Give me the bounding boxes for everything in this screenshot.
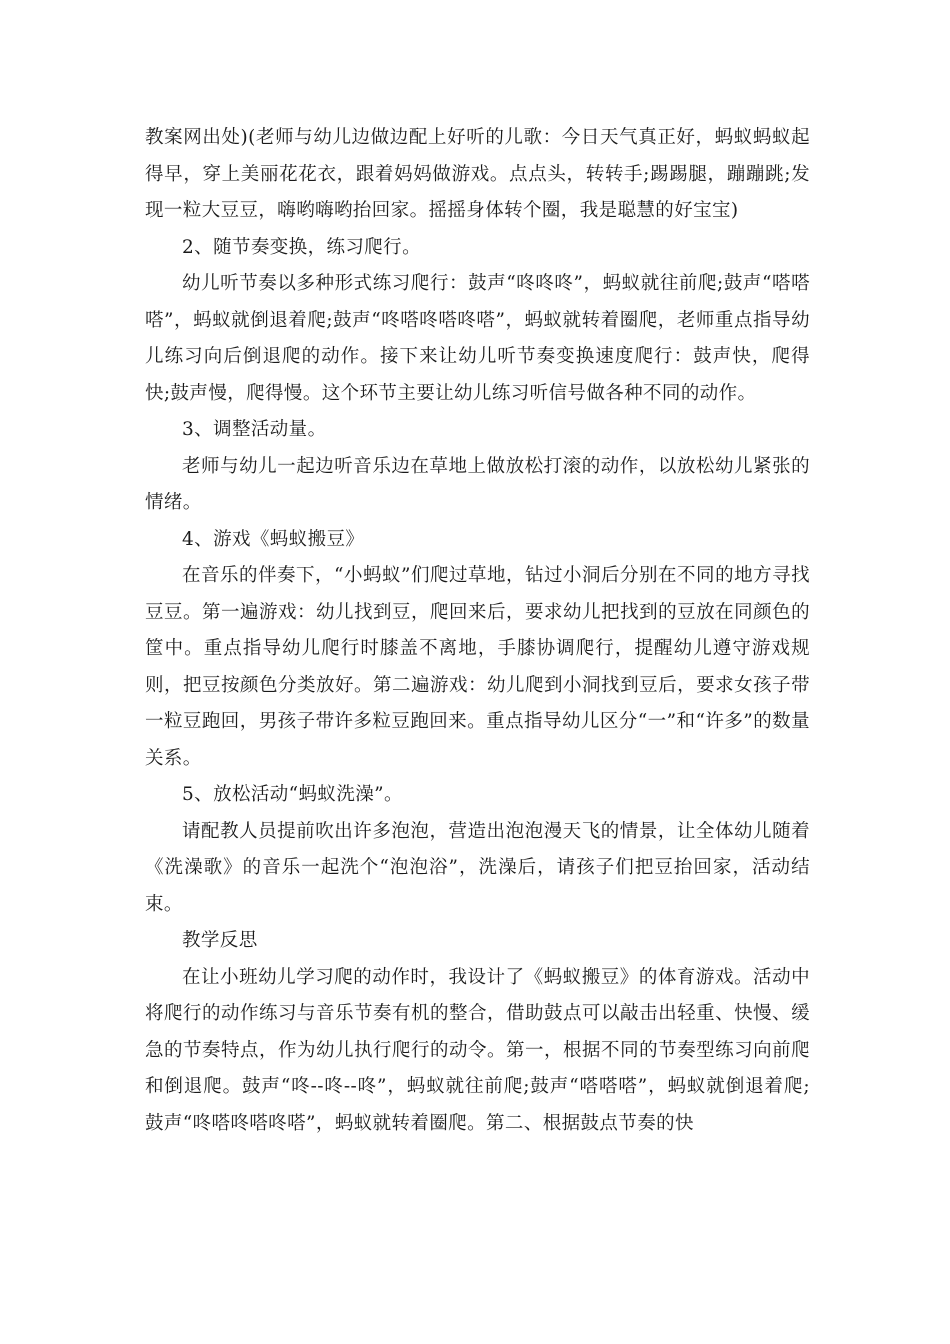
paragraph-step-3: 老师与幼儿一起边听音乐边在草地上做放松打滚的动作，以放松幼儿紧张的情绪。 — [145, 455, 810, 513]
paragraph-step-4: 在音乐的伴奏下，“小蚂蚁”们爬过草地，钻过小洞后分别在不同的地方寻找豆豆。第一遍游戏：幼儿找到豆，爬回来后，要求幼儿把找到的豆放在同颜色的筐中。重点指导幼儿爬行时膝盖不离地，手膝协调爬行，提醒幼儿遵守游戏规则，把豆按颜色分类放好。第二遍游戏：幼儿爬到小洞找到豆后，要求女孩子带一粒豆跑回，男孩子带许多粒豆跑回来。重点指导幼儿区分“一”和“许多”的数量关系。 — [145, 565, 810, 769]
heading-step-3: 3、调整活动量。 — [182, 419, 327, 440]
heading-reflection: 教学反思 — [182, 930, 258, 951]
paragraph-step-2: 幼儿听节奏以多种形式练习爬行：鼓声“咚咚咚”，蚂蚁就往前爬;鼓声“嗒嗒嗒”，蚂蚁就倒退着爬;鼓声“咚嗒咚嗒咚嗒”，蚂蚁就转着圈爬，老师重点指导幼儿练习向后倒退爬的动作。接下来让幼儿听节奏变换速度爬行：鼓声快，爬得快;鼓声慢，爬得慢。这个环节主要让幼儿练习听信号做各种不同的动作。 — [145, 273, 810, 404]
heading-step-2: 2、随节奏变换，练习爬行。 — [182, 236, 421, 258]
heading-step-5: 5、放松活动“蚂蚁洗澡”。 — [182, 784, 403, 805]
paragraph-reflection: 在让小班幼儿学习爬的动作时，我设计了《蚂蚁搬豆》的体育游戏。活动中将爬行的动作练习与音乐节奏有机的整合，借助鼓点可以敲击出轻重、快慢、缓急的节奏特点，作为幼儿执行爬行的动令。第一，根据不同的节奏型练习向前爬和倒退爬。鼓声“咚--咚--咚”，蚂蚁就往前爬;鼓声“嗒嗒嗒”，蚂蚁就倒退着爬;鼓声“咚嗒咚嗒咚嗒”，蚂蚁就转着圈爬。第二、根据鼓点节奏的快 — [145, 966, 810, 1134]
heading-step-4: 4、游戏《蚂蚁搬豆》 — [182, 528, 365, 550]
paragraph-step-5: 请配教人员提前吹出许多泡泡，营造出泡泡漫天飞的情景，让全体幼儿随着《洗澡歌》的音乐一起洗个“泡泡浴”，洗澡后，请孩子们把豆抬回家，活动结束。 — [145, 820, 810, 915]
paragraph-rhyme: 教案网出处)(老师与幼儿边做边配上好听的儿歌：今日天气真正好，蚂蚁蚂蚁起得早，穿上美丽花花衣，跟着妈妈做游戏。点点头，转转手;踢踢腿，蹦蹦跳;发现一粒大豆豆，嗨哟嗨哟抬回家。摇摇身体转个圈，我是聪慧的好宝宝) — [145, 127, 810, 221]
document-body — [145, 120, 810, 1142]
